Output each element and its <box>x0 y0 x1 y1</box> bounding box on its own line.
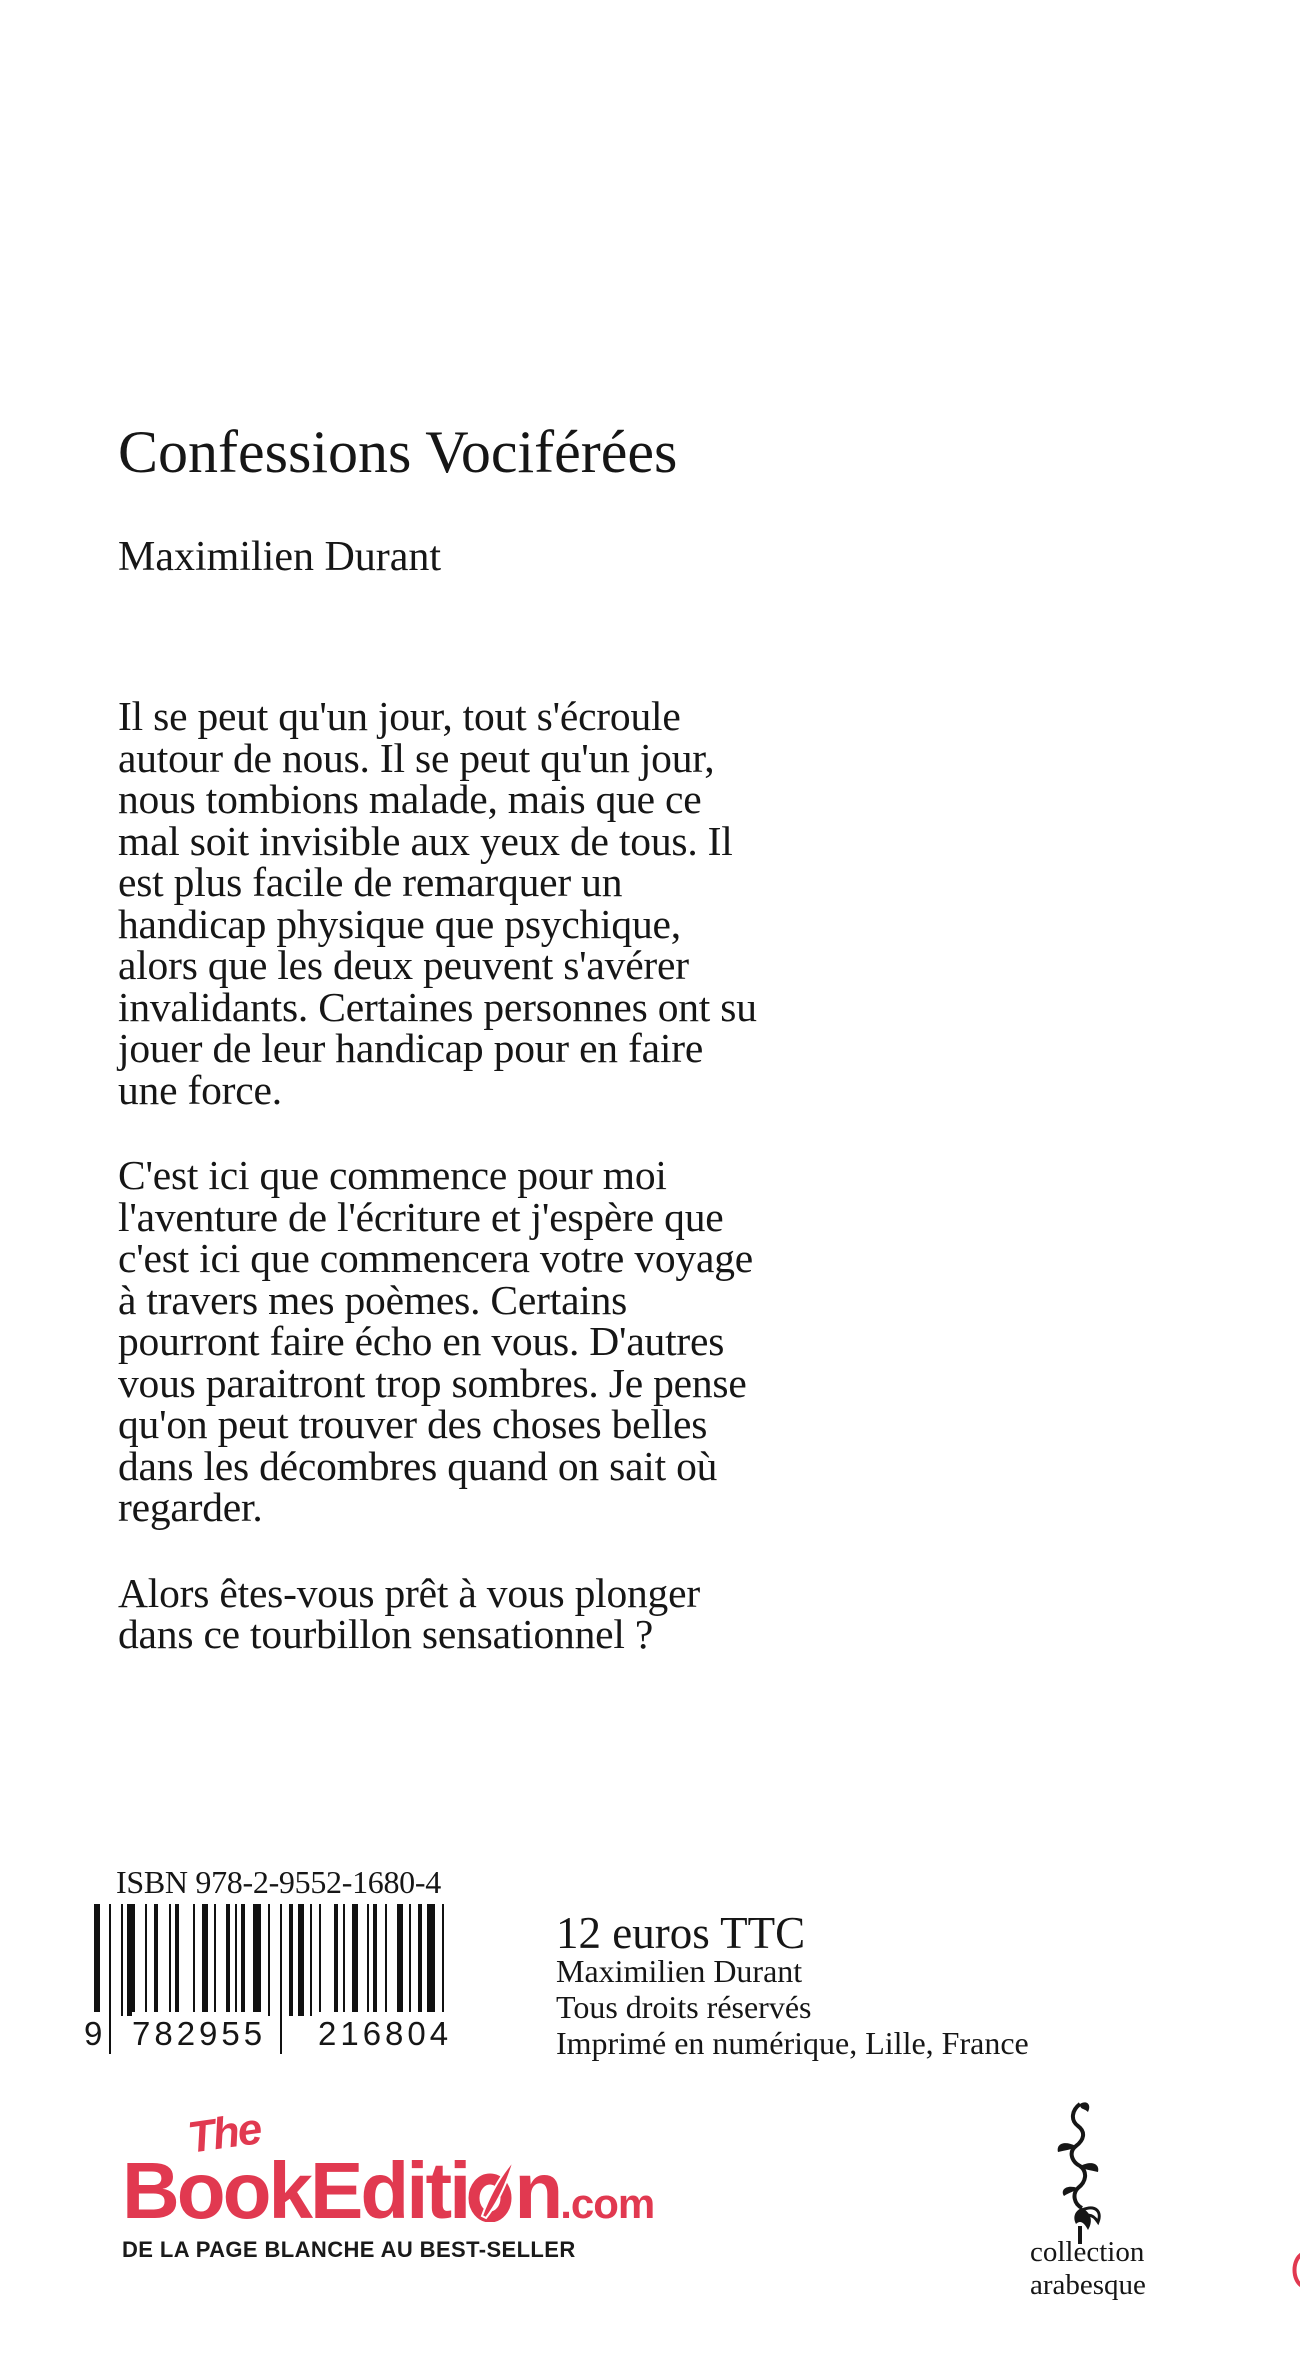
imprint-info <box>556 1953 1029 2061</box>
blurb-line: regarder. <box>118 1484 263 1530</box>
barcode-digits-right: 216804 <box>318 2012 452 2056</box>
blurb-line: une force. <box>118 1066 282 1113</box>
barcode-bar <box>202 1904 208 2016</box>
vine-flourish-icon <box>1050 2100 1110 2250</box>
barcode-bar <box>175 1904 179 2016</box>
barcode-bar <box>154 1904 158 2016</box>
book-title: Confessions Vociférées <box>118 419 678 485</box>
barcode-bar <box>214 1904 216 2016</box>
barcode-bar <box>127 1904 135 2016</box>
barcode-bar <box>343 1904 345 2016</box>
barcode-bar <box>385 1904 387 2016</box>
collection-label <box>1030 2236 1180 2302</box>
barcode-bar <box>241 1904 245 2016</box>
blurb-line: c'est ici que commencera votre voyage <box>118 1235 753 1281</box>
blurb-line: est plus facile de remarquer un <box>118 859 623 905</box>
barcode-digits-left: 782955 <box>132 2012 266 2056</box>
barcode-bar <box>367 1904 369 2016</box>
barcode-bar <box>193 1904 195 2016</box>
blurb-line: dans ce tourbillon sensationnel ? <box>118 1611 654 1657</box>
barcode-bar <box>352 1904 358 2016</box>
collection-line1: collection <box>1030 2236 1145 2268</box>
barcode-bar <box>310 1904 312 2016</box>
blurb-paragraph <box>118 1152 1018 1530</box>
isbn-label: ISBN 978-2-9552-1680-4 <box>116 1864 441 1900</box>
barcode-bar <box>409 1904 411 2016</box>
blurb-paragraph <box>118 1569 1018 1657</box>
barcode-bar <box>169 1904 171 2016</box>
blurb-line: jouer de leur handicap pour en faire <box>118 1025 704 1071</box>
book-author: Maximilien Durant <box>118 534 442 580</box>
barcode-bar <box>121 1904 123 2016</box>
blurb-line: pourront faire écho en vous. D'autres <box>118 1318 725 1364</box>
edge-mark <box>1290 2250 1300 2290</box>
logo-the: The <box>184 2104 264 2163</box>
blurb-line: à travers mes poèmes. Certains <box>118 1276 628 1323</box>
blurb-line: dans les décombres quand on sait où <box>118 1442 718 1489</box>
logo-name-part2: n <box>514 2146 561 2235</box>
blurb-line: Il se peut qu'un jour, tout s'écroule <box>118 693 681 739</box>
imprint-rights: Tous droits réservés <box>556 1989 812 2025</box>
barcode-bar <box>373 1904 377 2016</box>
blurb-line: qu'on peut trouver des choses belles <box>118 1401 708 1447</box>
barcode-bar <box>298 1904 304 2016</box>
blurb-line: alors que les deux peuvent s'avérer <box>118 942 689 988</box>
blurb-line: nous tombions malade, mais que ce <box>118 776 702 822</box>
blurb-line: mal soit invisible aux yeux de tous. Il <box>118 817 733 864</box>
blurb-line: handicap physique que psychique, <box>118 900 681 947</box>
barcode-bar <box>145 1904 147 2016</box>
logo-suffix: .com <box>560 2180 655 2227</box>
barcode-bar <box>397 1904 403 2016</box>
collection-line2: arabesque <box>1030 2269 1146 2301</box>
logo-tagline: DE LA PAGE BLANCHE AU BEST-SELLER <box>122 2237 576 2262</box>
blurb-line: autour de nous. Il se peut qu'un jour, <box>118 734 715 781</box>
blurb-line: vous paraitront trop sombres. Je pense <box>118 1359 747 1406</box>
imprint-author: Maximilien Durant <box>556 1953 803 1989</box>
barcode-digits <box>84 2012 484 2056</box>
blurb-line: invalidants. Certaines personnes ont su <box>118 983 757 1030</box>
blurb-text <box>118 693 1018 1700</box>
barcode-bar <box>235 1904 237 2016</box>
quill-o-icon <box>468 2150 514 2210</box>
barcode-bar <box>268 1904 270 2016</box>
barcode-bar <box>289 1904 293 2016</box>
blurb-line: l'aventure de l'écriture et j'espère que <box>118 1193 724 1240</box>
logo-wordmark <box>122 2146 654 2249</box>
barcode-bar <box>226 1904 230 2016</box>
barcode-bar <box>334 1904 338 2016</box>
blurb-paragraph <box>118 693 1018 1113</box>
imprint-printing: Imprimé en numérique, Lille, France <box>556 2025 1029 2061</box>
barcode-bar <box>418 1904 422 2016</box>
price: 12 euros TTC <box>556 1908 806 1958</box>
logo-name-part1: BookEditi <box>122 2146 469 2235</box>
barcode-bar <box>319 1904 321 2016</box>
blurb-line: Alors êtes-vous prêt à vous plonger <box>118 1569 700 1616</box>
publisher-logo <box>122 2104 722 2282</box>
barcode-digit-first: 9 <box>84 2012 102 2056</box>
blurb-line: C'est ici que commence pour moi <box>118 1152 667 1198</box>
barcode-bar <box>253 1904 261 2016</box>
